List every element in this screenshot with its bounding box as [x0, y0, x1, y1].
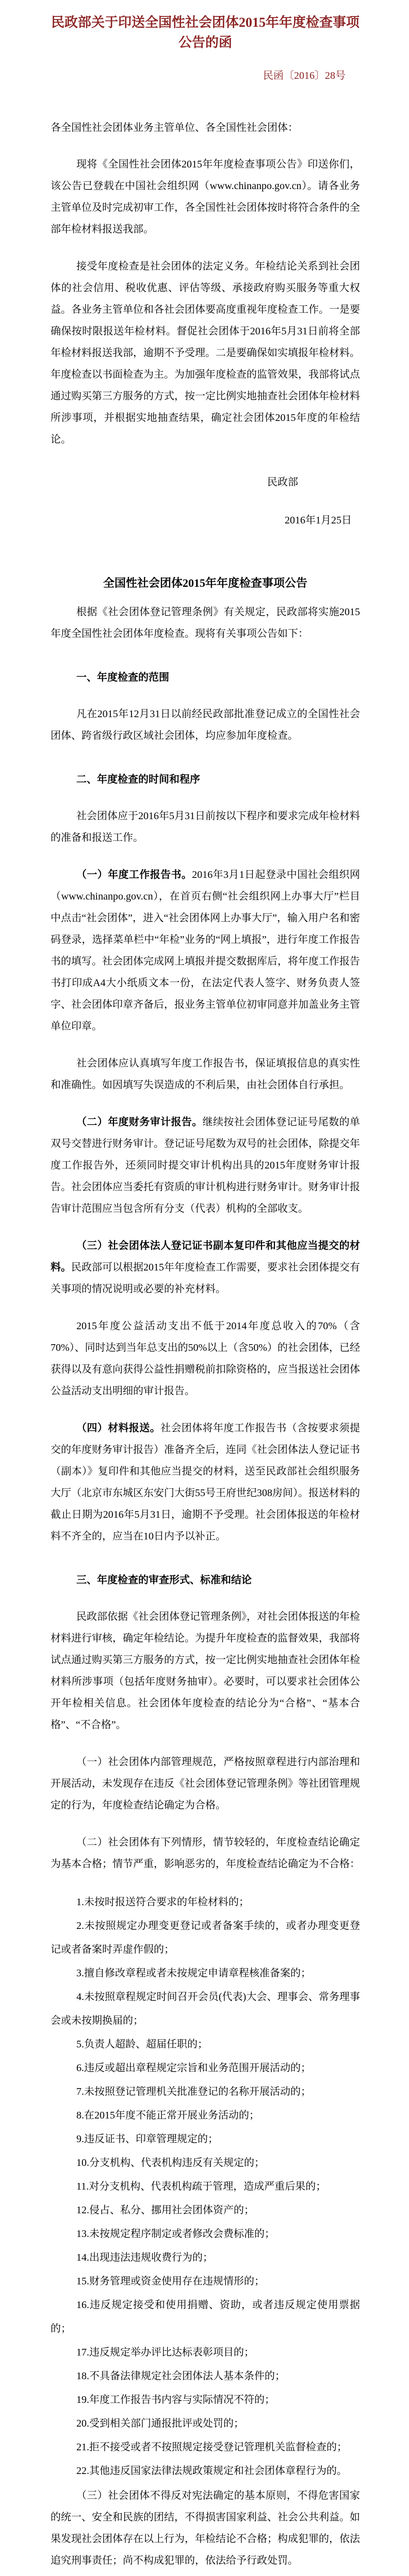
announcement-title: 全国性社会团体2015年年度检查事项公告: [103, 577, 307, 589]
paragraph-text: 社会团体应认真填写年度工作报告书，保证填报信息的真实性和准确性。如因填写失误造成的不利后果，由社会团体自行承担。: [51, 1058, 360, 1091]
doc-number: 民函〔2016〕28号: [263, 70, 346, 81]
paragraph-text: 继续按社会团体登记证号尾数的单双号交替进行财务审计。登记证号尾数为双号的社会团体，除提交年度工作报告外，还须同时提交审计机构出具的2015年度财务审计报告。社会团体应当委托有资质的审计机构进行财务审计。财务审计报告审计范围应当包含所有分支（代表）机构的全部收支。: [51, 1116, 361, 1215]
list-item: 22.其他违反国家法律法规政策规定和社会团体章程行为的。: [76, 2465, 347, 2477]
paragraph-lead: （四）材料报送。: [76, 1422, 161, 1434]
list-item: 1.未按时报送符合要求的年检材料的；: [76, 1896, 249, 1908]
list-item: 18.不具备法律规定社会团体法人基本条件的；: [76, 2370, 285, 2382]
paragraph-text: 民政部依据《社会团体登记管理条例》，对社会团体报送的年检材料进行审核，确定年检结论。为提升年度检查的监督效果，我部将试点通过购买第三方服务的方式，按一定比例实地抽查社会团体年检材料所涉事项（包括年度财务抽审）。必要时，可以要求社会团体公开年检相关信息。社会团体年度检查的结论分为“合格”、“基本合格”、“不合格”。: [51, 1611, 360, 1731]
letter-title: 民政部关于印送全国性社会团体2015年年度检查事项公告的函: [51, 15, 359, 50]
section-heading-2: 二、年度检查的时间和程序: [76, 774, 200, 786]
letter-paragraph: 现将《全国性社会团体2015年年度检查事项公告》印送你们，该公告已登载在中国社会组织网（www.chinanpo.gov.cn）。请各业务主管单位及时完成初审工作，各全国性社会团体按时将符合条件的全部年检材料报送我部。: [51, 159, 360, 235]
list-item: 14.出现违法违规收费行为的；: [76, 2252, 213, 2264]
list-item: 4.未按照章程规定时间召开会员(代表)大会、理事会、常务理事会或未按期换届的；: [51, 1991, 360, 2027]
list-item: 8.在2015年度不能正常开展业务活动的；: [76, 2110, 259, 2122]
list-item: 2.未按照规定办理变更登记或者备案手续的，或者办理变更登记或者备案时弄虚作假的；: [51, 1920, 360, 1956]
signer-name: 民政部: [267, 477, 298, 488]
paragraph-lead: （二）年度财务审计报告。: [76, 1116, 203, 1128]
section-paragraph: [51, 1832, 360, 1875]
letter-paragraph: 接受年度检查是社会团体的法定义务。年检结论关系到社会团体的社会信用、税收优惠、评估等级、承接政府购买服务等重大权益。各业务主管单位和各社会团体要高度重视年度检查工作。一是要确保按时限报送年检材料。督促社会团体于2016年5月31日前将全部年检材料报送我部，逾期不予受理。二是要确保如实填报年检材料。年度检查以书面检查为主。为加强年度检查的监管效果，我部将试点通过购买第三方服务的方式，按一定比例实地抽查社会团体年检材料所涉事项，并根据实地抽查结果，确定社会团体2015年度的年检结论。: [51, 261, 360, 445]
section-paragraph: [51, 703, 360, 747]
list-item: 9.违反证书、印章管理规定的；: [76, 2133, 218, 2145]
section-heading-1: 一、年度检查的范围: [76, 672, 169, 684]
paragraph-text: 2015年度公益活动支出不低于2014年度总收入的70%（含70%）、同时达到当年总支出的50%以上（含50%）的社会团体，已经获得以及有意向获得公益性捐赠税前扣除资格的，应当报送社会团体公益活动支出明细的审计报告。: [51, 1320, 360, 1397]
paragraph-lead: （三）社会团体法人登记证书副本复印件和其他应当提交的材料。: [51, 1240, 360, 1274]
list-item: 21.拒不接受或者不按照规定接受登记管理机关监督检查的；: [76, 2442, 347, 2453]
list-item: 5.负责人超龄、超届任职的；: [76, 2039, 208, 2050]
list-item: 12.侵占、私分、挪用社会团体资产的；: [76, 2205, 254, 2216]
list-item: 20.受到相关部门通报批评或处罚的；: [76, 2418, 244, 2430]
sign-date: 2016年1月25日: [285, 515, 352, 526]
section-paragraph: [51, 1606, 360, 1736]
section-paragraph: [51, 805, 360, 849]
section-paragraph: [51, 1111, 360, 1219]
paragraph-lead: （一）年度工作报告书。: [76, 869, 192, 881]
list-item: 19.年度工作报告书内容与实际情况不符的；: [76, 2394, 275, 2406]
list-item: 11.对分支机构、代表机构疏于管理，造成严重后果的；: [76, 2181, 326, 2193]
section-paragraph: [51, 1315, 360, 1402]
list-item: 7.未按照登记管理机关批准登记的名称开展活动的；: [76, 2086, 311, 2098]
list-item: 3.擅自修改章程或者未按规定申请章程核准备案的；: [76, 1968, 311, 1979]
section-paragraph: [51, 1417, 360, 1547]
section-paragraph: [51, 2485, 360, 2571]
section-heading-3: 三、年度检查的审查形式、标准和结论: [76, 1574, 252, 1586]
list-item: 17.违反规定举办评比达标表彰项目的；: [76, 2347, 254, 2359]
section-paragraph: [51, 1751, 360, 1816]
list-item: 10.分支机构、代表机构违反有关规定的；: [76, 2157, 265, 2169]
paragraph-text: 社会团体将年度工作报告书（含按要求须提交的年度财务审计报告）准备齐全后，连同《社会团体法人登记证书（副本）》复印件和其他应当提交的材料，送至民政部社会组织服务大厅（北京市东城区东安门大街55号王府世纪308房间）。报送材料的截止日期为2016年5月31日，逾期不予受理。社会团体报送的年检材料不齐全的，应当在10日内予以补正。: [51, 1422, 361, 1543]
paragraph-text: （三）社会团体不得反对宪法确定的基本原则，不得危害国家的统一、安全和民族的团结，不得损害国家利益、社会公共利益。如果发现社会团体存在以上行为，年检结论不合格；构成犯罪的，依法追究刑事责任；尚不构成犯罪的，依法给予行政处罚。: [51, 2490, 360, 2567]
section-paragraph: [51, 864, 360, 1037]
list-item: 16.违反规定接受和使用捐赠、资助，或者违反规定使用票据的；: [51, 2299, 360, 2335]
list-item: 6.违反或超出章程规定宗旨和业务范围开展活动的；: [76, 2062, 311, 2074]
section-paragraph: [51, 1053, 360, 1096]
list-item: 15.财务管理或资金使用存在违规情形的；: [76, 2276, 265, 2287]
paragraph-text: （二）社会团体有下列情形，情节较轻的，年度检查结论确定为基本合格；情节严重，影响恶劣的，年度检查结论确定为不合格：: [51, 1837, 360, 1870]
announcement-intro: 根据《社会团体登记管理条例》有关规定，民政部将实施2015年度全国性社会团体年度检查。现将有关事项公告如下：: [51, 606, 360, 640]
paragraph-text: （一）社会团体内部管理规范，严格按照章程进行内部治理和开展活动，未发现存在违反《社会团体登记管理条例》等社团管理规定的行为，年度检查结论确定为合格。: [51, 1756, 360, 1811]
paragraph-text: 社会团体应于2016年5月31日前按以下程序和要求完成年检材料的准备和报送工作。: [51, 810, 360, 844]
section-paragraph: [51, 1235, 360, 1300]
paragraph-text: 凡在2015年12月31日以前经民政部批准登记成立的全国性社会团体、跨省级行政区域社会团体，均应参加年度检查。: [51, 708, 360, 742]
list-item: 13.未按规定程序制定或者修改会费标准的；: [76, 2228, 275, 2240]
paragraph-text: 民政部可以根据2015年年度检查工作需要，要求社会团体提交有关事项的情况说明或必要的补充材料。: [51, 1262, 360, 1295]
paragraph-text: 2016年3月1日起登录中国社会组织网（www.chinanpo.gov.cn），在首页右侧“社会组织网上办事大厅”栏目中点击“社会团体”，进入“社会团体网上办事大厅”，输入用户名和密码登录，选择菜单栏中“年检”业务的“网上填报”，进行年度工作报告书的填写。社会团体完成网上填报并提交数据库后，将年度工作报告书打印成A4大小纸质文本一份，在法定代表人签字、财务负责人签字、社会团体印章齐备后，报业务主管单位初审同意并加盖业务主管单位印章。: [51, 869, 361, 1032]
salutation: 各全国性社会团体业务主管单位、各全国性社会团体：: [51, 122, 298, 133]
